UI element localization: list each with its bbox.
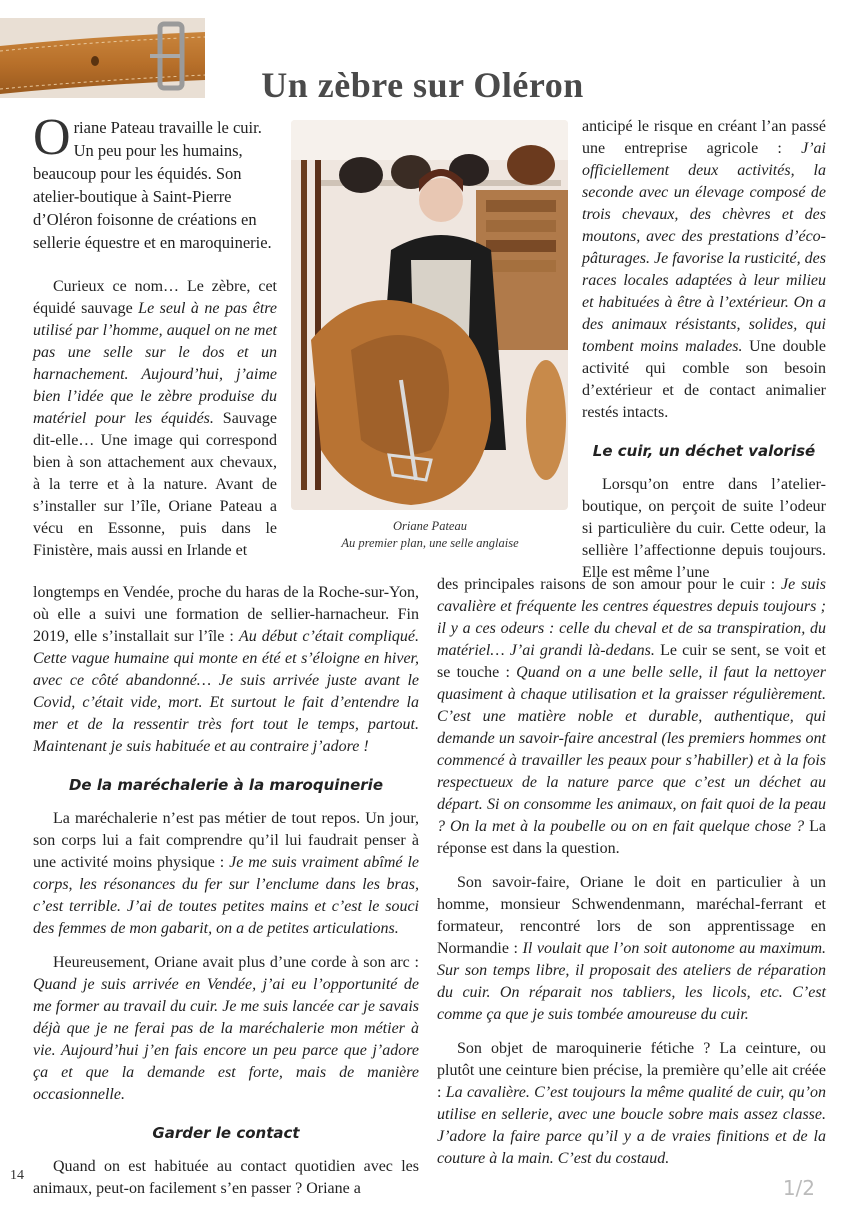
paragraph-ceinture xyxy=(437,1038,826,1170)
paragraph-entreprise xyxy=(582,116,826,424)
quote: Quand on a une belle selle, il faut la nettoyer quasiment à chaque utilisation et la graisser régulièrement. C’est une matière noble et durable, authentique, qui demande un savoir-faire ancestral (les premiers hommes ont commencé à travailler les peaux pour s’habiller) et à la fois respectueux de la nature parce que c’est un déchet au départ. Si on consomme les animaux, on fait quoi de la peau ? On la met à la poubelle ou on en fait quelque chose ? xyxy=(437,664,827,835)
paragraph-savoir-faire xyxy=(437,872,826,1026)
quote: Quand je suis arrivée en Vendée, j’ai eu l’opportunité de me former au travail du cuir. Je me suis lancée car je savais déjà que je ne ferai pas de la maréchalerie mon métier à vie. Aujourd’hui j’en fais encore un peu parce que j’adore ça et que la demande est forte, mais de manière occasionnelle. xyxy=(33,976,419,1103)
caption-name: Oriane Pateau xyxy=(393,519,467,533)
section-title-cuir: Le cuir, un déchet valorisé xyxy=(592,442,816,460)
quote: Au début c’était compliqué. Cette vague humaine qui monte en été et s’éloigne en hiver, avec ce côté abandonné… Je suis arrivée juste avant le Covid, c’était vide, mort. Et surtout le fait d’entendre la mer et de la ressentir très fort tout le temps, partout. Maintenant je suis habituée et au contraire j’adore ! xyxy=(33,628,420,755)
paragraph-contact: Quand on est habituée au contact quotidien avec les animaux, peut-on facilement s’en passer ? Oriane a xyxy=(33,1158,419,1197)
oriane-photo xyxy=(291,120,568,510)
article-title: Un zèbre sur Oléron xyxy=(261,65,584,106)
section-title-contact: Garder le contact xyxy=(152,1124,300,1142)
paragraph-zebra xyxy=(33,276,277,562)
text: anticipé le risque en créant l’an passé une entreprise agricole : xyxy=(582,118,826,157)
paragraph-corde xyxy=(33,952,419,1106)
text: Le cuir se sent, se voit et se touche : xyxy=(437,642,826,681)
text: Son savoir-faire, Oriane le doit en particulier à un homme, monsieur Schwendenmann, maréchal-ferrant et formateur, rencontré lors de son apprentissage en Normandie : xyxy=(437,874,826,957)
quote: La cavalière. C’est toujours la même qualité de cuir, qu’on utilise en sellerie, avec une boucle sobre mais assez classe. J’adore la faire parce qu’il y a de vraies finitions et de la couture à la main. C’est du costaud. xyxy=(437,1084,826,1167)
paragraph-cavaliere xyxy=(437,574,826,860)
quote: Le seul à ne pas être utilisé par l’homme, auquel on ne met pas une selle sur le dos et un harnachement. Aujourd’hui, j’aime bien l’idée que le zèbre produise du matériel pour les équidés. xyxy=(33,300,277,427)
right-lower-block xyxy=(437,574,826,1182)
intro-paragraph xyxy=(33,109,277,254)
text: La réponse est dans la question. xyxy=(437,818,827,857)
quote: Je me suis vraiment abîmé le corps, les résonances du fer sur l’enclume dans les bras, c’est terrible. J’ai de toutes petites mains et c’est le souci des femmes de mon gabarit, on a de petites articulations. xyxy=(33,854,420,937)
drop-cap: O xyxy=(33,109,71,166)
text: Son objet de maroquinerie fétiche ? La ceinture, ou plutôt une ceinture bien précise, la première qu’elle ait créée : xyxy=(437,1040,826,1101)
paragraph-marechalerie xyxy=(33,808,419,940)
quote: Je suis cavalière et fréquente les centres équestres depuis toujours ; il y a ces odeurs : celle du cheval et de sa transpiration, du matériel… J’ai grandi là-dedans. xyxy=(437,576,826,659)
text: des principales raisons de son amour pour le cuir : xyxy=(437,576,782,593)
text: longtemps en Vendée, proche du haras de la Roche-sur-Yon, où elle a suivi une formation de sellier-harnacheur. Fin 2019, elle s’installait sur l’île : xyxy=(33,584,419,645)
paragraph-odeur: Lorsqu’on entre dans l’atelier-boutique, on perçoit de suite l’odeur si particulière du cuir. Cette odeur, la sellière l’affectionne depuis toujours. Elle est même l’une xyxy=(582,476,826,581)
page-number: 14 xyxy=(10,1168,24,1183)
text: Une double activité qui comble son besoin d’extérieur et de contact animalier restés intacts. xyxy=(582,338,826,421)
text: Curieux ce nom… Le zèbre, cet équidé sauvage xyxy=(33,278,277,317)
quote: Il voulait que l’on soit autonome au maximum. Sur son temps libre, il proposait des ateliers de réparation du cuir. On réparait nos tabliers, les licols, etc. C’est comme ça que je suis tombée amoureuse du cuir. xyxy=(437,940,826,1023)
text: Heureusement, Oriane avait plus d’une corde à son arc : xyxy=(53,954,419,971)
right-column xyxy=(582,116,826,596)
photo-caption xyxy=(290,518,570,552)
intro-text: riane Pateau travaille le cuir. Un peu pour les humains, beaucoup pour les équidés. Son atelier-boutique à Saint-Pierre d’Oléron foisonne de créations en sellerie équestre et en maroquinerie. xyxy=(33,118,272,252)
paragraph-vendee xyxy=(33,582,419,758)
text: Sauvage dit-elle… Une image qui correspond bien à son attachement aux chevaux, à la terre et à la nature. Avant de s’installer sur l’île, Oriane Pateau a vécu en Essonne, puis dans le Finistère, mais aussi en Irlande et xyxy=(33,410,277,559)
caption-description: Au premier plan, une selle anglaise xyxy=(341,536,519,550)
quote: J’ai officiellement deux activités, la seconde avec un élevage composé de trois chevaux, des chèvres et des moutons, avec des prestations d’éco-pâturages. Je favorise la rusticité, des races locales adaptées à leur milieu et habituées à être à l’extérieur. On a des animaux résistants, solides, qui tombent moins malades. xyxy=(582,140,826,355)
text: La maréchalerie n’est pas métier de tout repos. Un jour, son corps lui a fait comprendre qu’il lui faudrait penser à une activité moins physique : xyxy=(33,810,419,871)
section-title-marechalerie: De la maréchalerie à la maroquinerie xyxy=(68,776,383,794)
left-lower-block xyxy=(33,582,419,1212)
left-column xyxy=(33,109,277,574)
page-indicator: 1/2 xyxy=(782,1176,815,1200)
